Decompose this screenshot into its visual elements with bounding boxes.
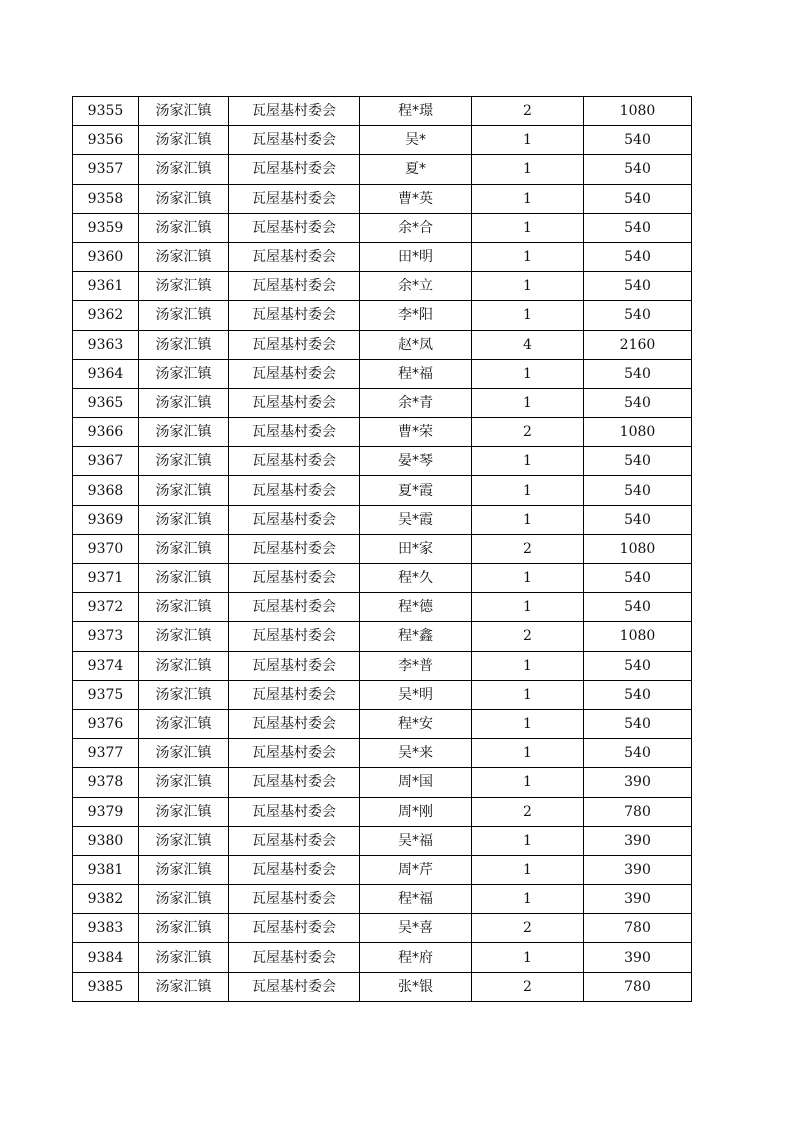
amount-cell: 390	[584, 943, 692, 972]
amount-cell: 780	[584, 797, 692, 826]
village-committee-cell: 瓦屋基村委会	[229, 97, 360, 126]
serial-number-cell: 9373	[73, 622, 139, 651]
count-cell: 4	[472, 330, 584, 359]
table-row	[73, 242, 692, 271]
town-cell: 汤家汇镇	[139, 418, 229, 447]
person-name-cell: 程*福	[360, 359, 472, 388]
amount-cell: 780	[584, 972, 692, 1001]
amount-cell: 540	[584, 709, 692, 738]
serial-number-cell: 9385	[73, 972, 139, 1001]
person-name-cell: 夏*霞	[360, 476, 472, 505]
count-cell: 2	[472, 622, 584, 651]
town-cell: 汤家汇镇	[139, 242, 229, 271]
count-cell: 1	[472, 768, 584, 797]
table-row	[73, 739, 692, 768]
town-cell: 汤家汇镇	[139, 709, 229, 738]
serial-number-cell: 9376	[73, 709, 139, 738]
town-cell: 汤家汇镇	[139, 505, 229, 534]
person-name-cell: 程*璟	[360, 97, 472, 126]
amount-cell: 1080	[584, 534, 692, 563]
town-cell: 汤家汇镇	[139, 155, 229, 184]
village-committee-cell: 瓦屋基村委会	[229, 709, 360, 738]
village-committee-cell: 瓦屋基村委会	[229, 155, 360, 184]
serial-number-cell: 9358	[73, 184, 139, 213]
amount-cell: 540	[584, 301, 692, 330]
person-name-cell: 吴*	[360, 126, 472, 155]
person-name-cell: 吴*霞	[360, 505, 472, 534]
table-row	[73, 534, 692, 563]
village-committee-cell: 瓦屋基村委会	[229, 914, 360, 943]
serial-number-cell: 9383	[73, 914, 139, 943]
table-row	[73, 709, 692, 738]
person-name-cell: 张*银	[360, 972, 472, 1001]
table-row	[73, 768, 692, 797]
table-row	[73, 388, 692, 417]
village-committee-cell: 瓦屋基村委会	[229, 184, 360, 213]
count-cell: 1	[472, 126, 584, 155]
person-name-cell: 吴*来	[360, 739, 472, 768]
serial-number-cell: 9367	[73, 447, 139, 476]
count-cell: 1	[472, 359, 584, 388]
village-committee-cell: 瓦屋基村委会	[229, 447, 360, 476]
village-committee-cell: 瓦屋基村委会	[229, 651, 360, 680]
count-cell: 1	[472, 739, 584, 768]
town-cell: 汤家汇镇	[139, 359, 229, 388]
amount-cell: 540	[584, 593, 692, 622]
serial-number-cell: 9357	[73, 155, 139, 184]
town-cell: 汤家汇镇	[139, 651, 229, 680]
person-name-cell: 程*府	[360, 943, 472, 972]
count-cell: 1	[472, 826, 584, 855]
amount-cell: 540	[584, 184, 692, 213]
count-cell: 1	[472, 505, 584, 534]
count-cell: 2	[472, 418, 584, 447]
table-row	[73, 359, 692, 388]
town-cell: 汤家汇镇	[139, 768, 229, 797]
village-committee-cell: 瓦屋基村委会	[229, 213, 360, 242]
village-committee-cell: 瓦屋基村委会	[229, 330, 360, 359]
table-row	[73, 447, 692, 476]
table-row	[73, 622, 692, 651]
amount-cell: 540	[584, 564, 692, 593]
village-committee-cell: 瓦屋基村委会	[229, 855, 360, 884]
amount-cell: 1080	[584, 418, 692, 447]
town-cell: 汤家汇镇	[139, 330, 229, 359]
table-row	[73, 272, 692, 301]
table-row	[73, 855, 692, 884]
count-cell: 1	[472, 476, 584, 505]
amount-cell: 540	[584, 505, 692, 534]
village-committee-cell: 瓦屋基村委会	[229, 476, 360, 505]
town-cell: 汤家汇镇	[139, 943, 229, 972]
count-cell: 2	[472, 972, 584, 1001]
table-row	[73, 155, 692, 184]
town-cell: 汤家汇镇	[139, 388, 229, 417]
village-committee-cell: 瓦屋基村委会	[229, 885, 360, 914]
serial-number-cell: 9378	[73, 768, 139, 797]
person-name-cell: 程*安	[360, 709, 472, 738]
person-name-cell: 余*合	[360, 213, 472, 242]
village-committee-cell: 瓦屋基村委会	[229, 593, 360, 622]
village-committee-cell: 瓦屋基村委会	[229, 622, 360, 651]
town-cell: 汤家汇镇	[139, 447, 229, 476]
town-cell: 汤家汇镇	[139, 301, 229, 330]
table-row	[73, 301, 692, 330]
table-row	[73, 126, 692, 155]
table-row	[73, 476, 692, 505]
person-name-cell: 程*德	[360, 593, 472, 622]
village-committee-cell: 瓦屋基村委会	[229, 797, 360, 826]
town-cell: 汤家汇镇	[139, 826, 229, 855]
serial-number-cell: 9365	[73, 388, 139, 417]
amount-cell: 540	[584, 213, 692, 242]
town-cell: 汤家汇镇	[139, 622, 229, 651]
person-name-cell: 周*刚	[360, 797, 472, 826]
count-cell: 1	[472, 242, 584, 271]
serial-number-cell: 9371	[73, 564, 139, 593]
person-name-cell: 李*阳	[360, 301, 472, 330]
village-committee-cell: 瓦屋基村委会	[229, 972, 360, 1001]
amount-cell: 540	[584, 126, 692, 155]
amount-cell: 390	[584, 768, 692, 797]
table-row	[73, 972, 692, 1001]
amount-cell: 1080	[584, 622, 692, 651]
person-name-cell: 曹*荣	[360, 418, 472, 447]
roster-table	[72, 96, 692, 1002]
village-committee-cell: 瓦屋基村委会	[229, 359, 360, 388]
amount-cell: 540	[584, 447, 692, 476]
table-row	[73, 564, 692, 593]
table-row	[73, 213, 692, 242]
serial-number-cell: 9369	[73, 505, 139, 534]
count-cell: 1	[472, 564, 584, 593]
town-cell: 汤家汇镇	[139, 855, 229, 884]
person-name-cell: 夏*	[360, 155, 472, 184]
amount-cell: 540	[584, 476, 692, 505]
person-name-cell: 晏*琴	[360, 447, 472, 476]
person-name-cell: 程*鑫	[360, 622, 472, 651]
count-cell: 1	[472, 447, 584, 476]
count-cell: 2	[472, 97, 584, 126]
village-committee-cell: 瓦屋基村委会	[229, 564, 360, 593]
amount-cell: 1080	[584, 97, 692, 126]
table-row	[73, 680, 692, 709]
roster-table-body	[73, 97, 692, 1002]
person-name-cell: 吴*明	[360, 680, 472, 709]
town-cell: 汤家汇镇	[139, 184, 229, 213]
table-row	[73, 797, 692, 826]
count-cell: 1	[472, 155, 584, 184]
serial-number-cell: 9372	[73, 593, 139, 622]
town-cell: 汤家汇镇	[139, 885, 229, 914]
serial-number-cell: 9360	[73, 242, 139, 271]
serial-number-cell: 9364	[73, 359, 139, 388]
count-cell: 1	[472, 184, 584, 213]
count-cell: 1	[472, 709, 584, 738]
town-cell: 汤家汇镇	[139, 680, 229, 709]
table-row	[73, 184, 692, 213]
person-name-cell: 余*青	[360, 388, 472, 417]
amount-cell: 540	[584, 651, 692, 680]
count-cell: 1	[472, 272, 584, 301]
amount-cell: 2160	[584, 330, 692, 359]
serial-number-cell: 9361	[73, 272, 139, 301]
person-name-cell: 周*国	[360, 768, 472, 797]
table-row	[73, 97, 692, 126]
town-cell: 汤家汇镇	[139, 739, 229, 768]
amount-cell: 540	[584, 680, 692, 709]
town-cell: 汤家汇镇	[139, 593, 229, 622]
town-cell: 汤家汇镇	[139, 213, 229, 242]
serial-number-cell: 9362	[73, 301, 139, 330]
village-committee-cell: 瓦屋基村委会	[229, 505, 360, 534]
amount-cell: 540	[584, 739, 692, 768]
village-committee-cell: 瓦屋基村委会	[229, 826, 360, 855]
count-cell: 1	[472, 213, 584, 242]
town-cell: 汤家汇镇	[139, 914, 229, 943]
town-cell: 汤家汇镇	[139, 476, 229, 505]
amount-cell: 780	[584, 914, 692, 943]
serial-number-cell: 9359	[73, 213, 139, 242]
village-committee-cell: 瓦屋基村委会	[229, 943, 360, 972]
amount-cell: 540	[584, 155, 692, 184]
person-name-cell: 程*福	[360, 885, 472, 914]
village-committee-cell: 瓦屋基村委会	[229, 126, 360, 155]
person-name-cell: 曹*英	[360, 184, 472, 213]
town-cell: 汤家汇镇	[139, 126, 229, 155]
serial-number-cell: 9366	[73, 418, 139, 447]
serial-number-cell: 9377	[73, 739, 139, 768]
town-cell: 汤家汇镇	[139, 564, 229, 593]
village-committee-cell: 瓦屋基村委会	[229, 272, 360, 301]
serial-number-cell: 9368	[73, 476, 139, 505]
town-cell: 汤家汇镇	[139, 972, 229, 1001]
table-row	[73, 330, 692, 359]
count-cell: 2	[472, 534, 584, 563]
serial-number-cell: 9363	[73, 330, 139, 359]
person-name-cell: 李*普	[360, 651, 472, 680]
count-cell: 1	[472, 301, 584, 330]
count-cell: 1	[472, 593, 584, 622]
town-cell: 汤家汇镇	[139, 534, 229, 563]
amount-cell: 540	[584, 242, 692, 271]
serial-number-cell: 9382	[73, 885, 139, 914]
amount-cell: 540	[584, 272, 692, 301]
table-row	[73, 885, 692, 914]
village-committee-cell: 瓦屋基村委会	[229, 534, 360, 563]
count-cell: 2	[472, 797, 584, 826]
village-committee-cell: 瓦屋基村委会	[229, 768, 360, 797]
village-committee-cell: 瓦屋基村委会	[229, 739, 360, 768]
serial-number-cell: 9379	[73, 797, 139, 826]
serial-number-cell: 9384	[73, 943, 139, 972]
count-cell: 1	[472, 680, 584, 709]
person-name-cell: 田*家	[360, 534, 472, 563]
count-cell: 1	[472, 388, 584, 417]
amount-cell: 540	[584, 388, 692, 417]
person-name-cell: 田*明	[360, 242, 472, 271]
village-committee-cell: 瓦屋基村委会	[229, 418, 360, 447]
serial-number-cell: 9374	[73, 651, 139, 680]
village-committee-cell: 瓦屋基村委会	[229, 680, 360, 709]
person-name-cell: 程*久	[360, 564, 472, 593]
town-cell: 汤家汇镇	[139, 97, 229, 126]
person-name-cell: 赵*凤	[360, 330, 472, 359]
town-cell: 汤家汇镇	[139, 797, 229, 826]
table-row	[73, 943, 692, 972]
person-name-cell: 吴*福	[360, 826, 472, 855]
person-name-cell: 余*立	[360, 272, 472, 301]
person-name-cell: 吴*喜	[360, 914, 472, 943]
serial-number-cell: 9370	[73, 534, 139, 563]
village-committee-cell: 瓦屋基村委会	[229, 242, 360, 271]
count-cell: 1	[472, 943, 584, 972]
table-row	[73, 651, 692, 680]
village-committee-cell: 瓦屋基村委会	[229, 301, 360, 330]
serial-number-cell: 9380	[73, 826, 139, 855]
table-row	[73, 418, 692, 447]
person-name-cell: 周*芹	[360, 855, 472, 884]
table-row	[73, 593, 692, 622]
amount-cell: 390	[584, 855, 692, 884]
village-committee-cell: 瓦屋基村委会	[229, 388, 360, 417]
amount-cell: 390	[584, 826, 692, 855]
serial-number-cell: 9375	[73, 680, 139, 709]
count-cell: 2	[472, 914, 584, 943]
count-cell: 1	[472, 651, 584, 680]
count-cell: 1	[472, 885, 584, 914]
amount-cell: 540	[584, 359, 692, 388]
town-cell: 汤家汇镇	[139, 272, 229, 301]
table-row	[73, 826, 692, 855]
serial-number-cell: 9381	[73, 855, 139, 884]
serial-number-cell: 9356	[73, 126, 139, 155]
table-row	[73, 914, 692, 943]
count-cell: 1	[472, 855, 584, 884]
serial-number-cell: 9355	[73, 97, 139, 126]
table-row	[73, 505, 692, 534]
amount-cell: 390	[584, 885, 692, 914]
